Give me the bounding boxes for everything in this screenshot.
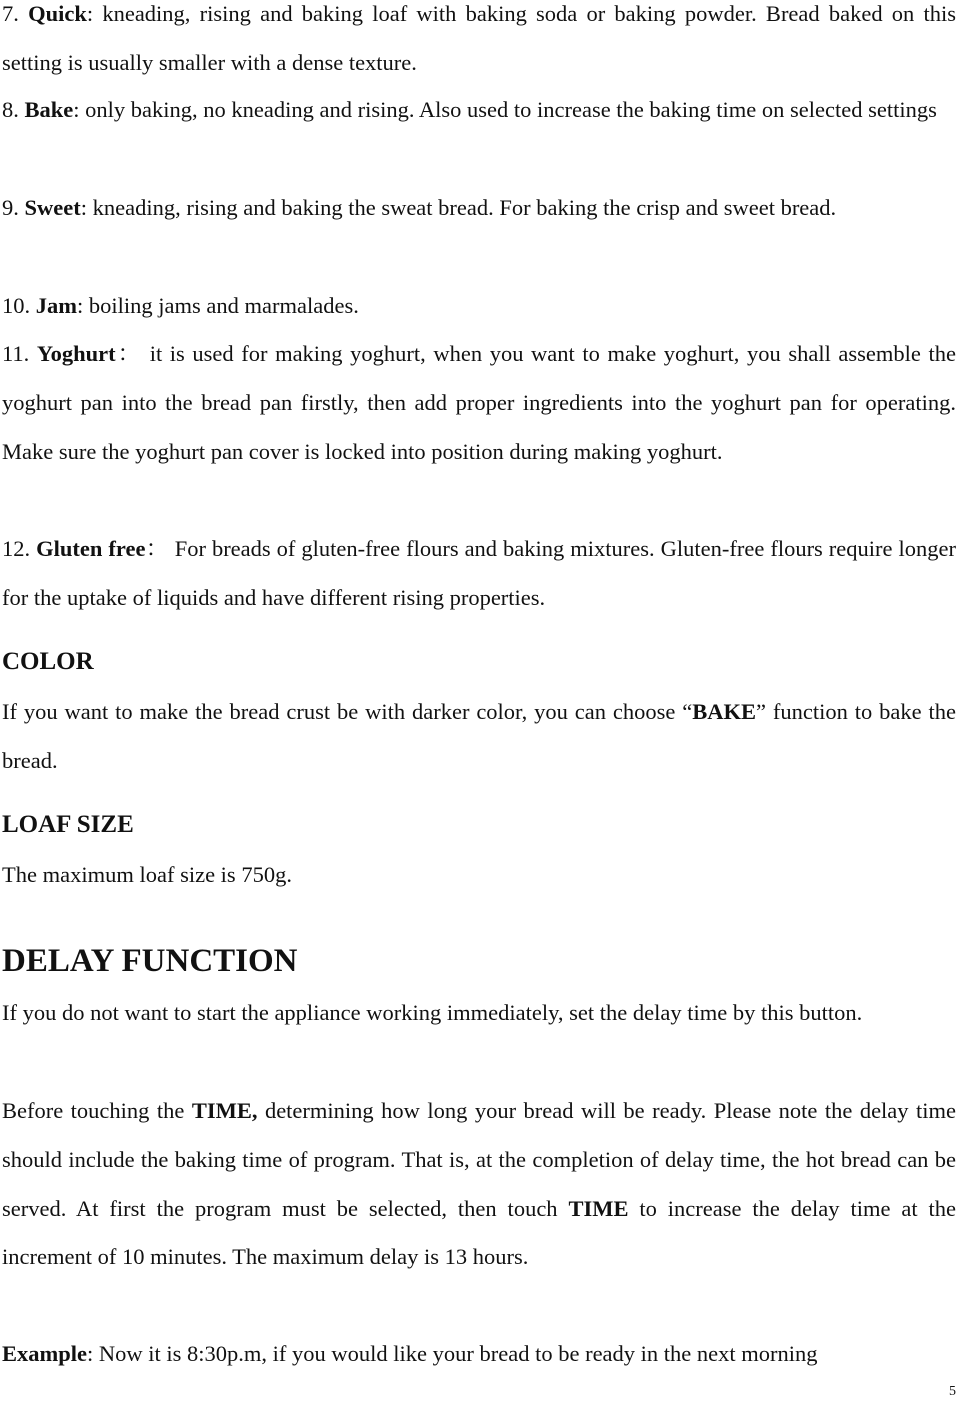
- item-number: 8.: [2, 97, 25, 122]
- item-number: 10.: [2, 293, 36, 318]
- item-description: kneading, rising and baking the sweat bread. For baking the crisp and sweet bread.: [92, 195, 837, 220]
- item-separator: ：: [145, 536, 175, 561]
- time-keyword: TIME,: [191, 1098, 258, 1123]
- color-paragraph: If you want to make the bread crust be with darker color, you can choose “BAKE” function to bake the bread.: [2, 699, 957, 773]
- loaf-size-heading: LOAF SIZE: [2, 811, 134, 838]
- item-jam: [2, 282, 956, 331]
- page-number: 5: [949, 1384, 956, 1399]
- example-label: Example: [2, 1341, 88, 1366]
- item-term: Gluten free: [36, 536, 146, 561]
- item-separator: :: [86, 1, 103, 26]
- item-description: only baking, no kneading and rising. Also used to increase the baking time on selected settings: [85, 97, 937, 122]
- item-sweet: [2, 184, 956, 233]
- item-bake: [2, 86, 956, 135]
- color-heading: COLOR: [2, 648, 94, 675]
- item-number: 11.: [2, 341, 37, 366]
- item-number: 7.: [2, 1, 29, 26]
- loaf-size-paragraph: The maximum loaf size is 750g.: [2, 862, 292, 887]
- item-separator: :: [77, 293, 89, 318]
- item-description: kneading, rising and baking loaf with baking soda or baking powder. Bread baked on this setting is usually smaller with a dense texture.: [2, 1, 956, 75]
- item-term: Bake: [24, 97, 74, 122]
- item-separator: :: [73, 97, 86, 122]
- item-term: Quick: [28, 1, 87, 26]
- item-term: Yoghurt: [36, 341, 116, 366]
- delay-function-heading: DELAY FUNCTION: [2, 943, 298, 979]
- item-yoghurt: [2, 330, 956, 476]
- example-paragraph: Example: Now it is 8:30p.m, if you would like your bread to be ready in the next morning: [2, 1341, 818, 1366]
- bake-keyword: BAKE: [692, 699, 757, 724]
- item-quick: [2, 0, 956, 88]
- item-description: For breads of gluten-free flours and baking mixtures. Gluten-free flours require longer for the uptake of liquids and have different rising properties.: [2, 536, 956, 610]
- item-number: 12.: [2, 536, 37, 561]
- item-gluten-free: [2, 525, 956, 623]
- item-number: 9.: [2, 195, 25, 220]
- delay-paragraph-1: If you do not want to start the appliance working immediately, set the delay time by this button.: [2, 1000, 863, 1025]
- item-term: Jam: [35, 293, 77, 318]
- item-term: Sweet: [24, 195, 81, 220]
- time-keyword: TIME: [568, 1195, 629, 1221]
- item-description: it is used for making yoghurt, when you want to make yoghurt, you shall assemble the yoghurt pan into the bread pan firstly, then add proper ingredients into the yoghurt pan for operating. Make sure the yoghurt pan cover is locked into position during making yoghurt.: [2, 341, 956, 464]
- item-separator: ：: [115, 341, 150, 366]
- item-separator: :: [80, 195, 93, 220]
- item-description: boiling jams and marmalades.: [88, 293, 359, 318]
- delay-paragraph-2: Before touching the TIME, determining how long your bread will be ready. Please note the delay time should include the baking time of program. That is, at the completion of delay time, the hot bread can be served. At first the program must be selected, then touch TIME to increase the delay time at the increment of 10 minutes. The maximum delay is 13 hours.: [2, 1098, 956, 1270]
